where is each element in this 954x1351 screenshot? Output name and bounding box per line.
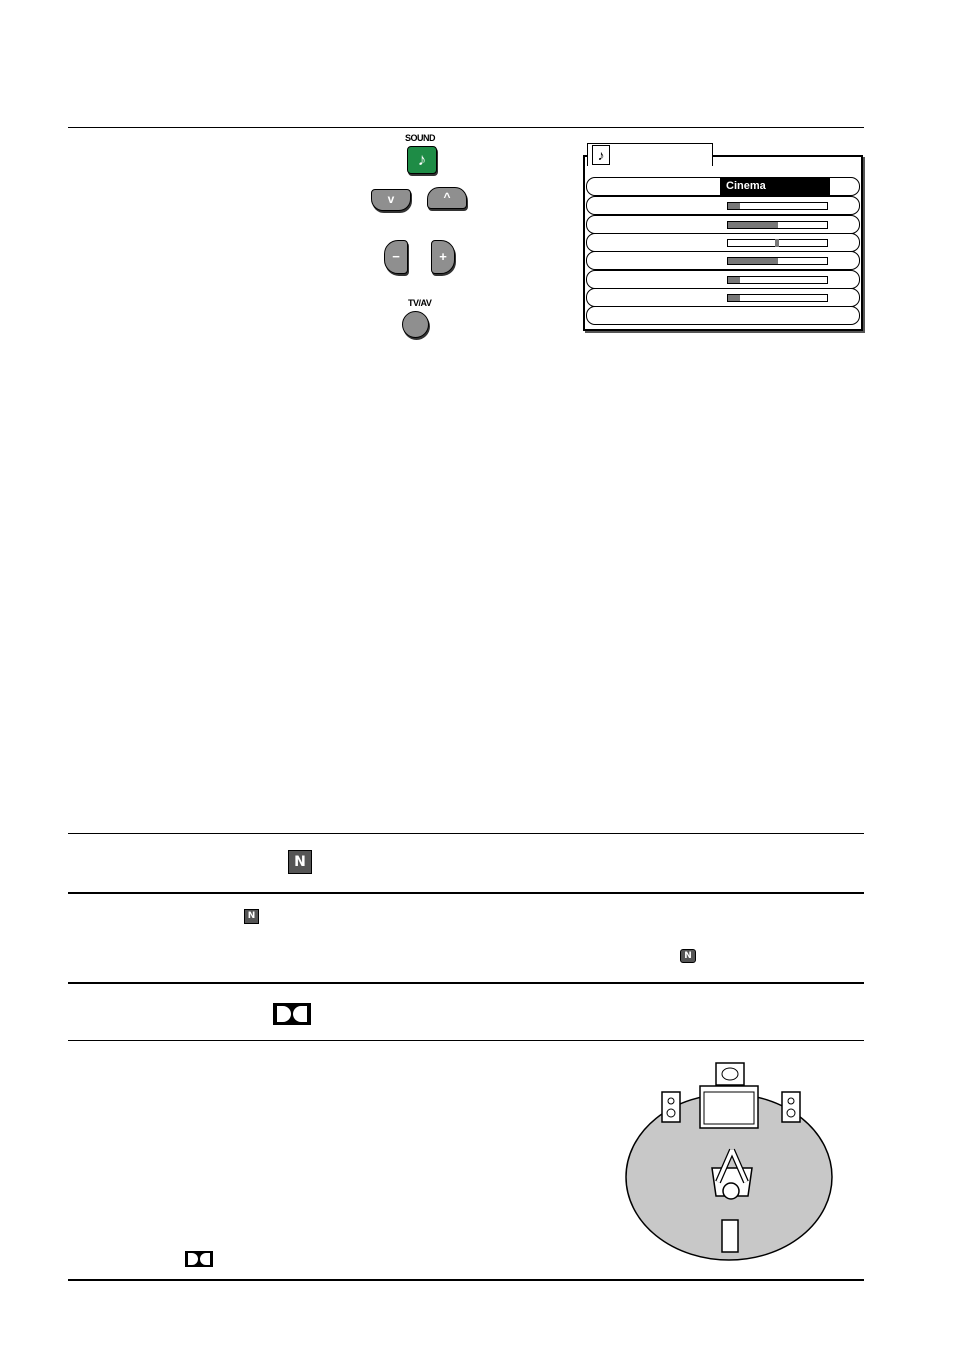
nicam-badge-large: N	[288, 850, 312, 874]
dolby-logo-small	[185, 1251, 213, 1267]
music-note-icon: ♪	[592, 145, 610, 165]
nicam-badge-small: N	[244, 909, 259, 924]
level-fill	[728, 295, 740, 301]
section-rule-bottom	[68, 1279, 864, 1281]
sound-menu-tab	[587, 143, 713, 166]
level-fill	[728, 258, 778, 264]
section-rule-dolby-bottom	[68, 1040, 864, 1041]
minus-icon: −	[392, 249, 400, 264]
menu-row-7[interactable]	[586, 306, 860, 325]
chevron-down-icon: v	[387, 192, 395, 206]
menu-level-bar-1	[727, 202, 828, 210]
nicam-badge-inline: N	[680, 949, 696, 963]
section-rule-nicam-bottom	[68, 892, 864, 894]
section-rule-nicam-top	[68, 833, 864, 834]
tvav-button-label: TV/AV	[408, 298, 432, 308]
plus-button[interactable]	[431, 240, 455, 274]
menu-level-bar-5	[727, 276, 828, 284]
level-fill	[728, 222, 778, 228]
sound-mode-value: Cinema	[720, 178, 830, 195]
menu-level-bar-2	[727, 221, 828, 229]
level-fill	[728, 203, 740, 209]
surround-speaker-diagram	[620, 1058, 838, 1264]
menu-level-bar-4	[727, 257, 828, 265]
plus-icon: +	[439, 249, 447, 264]
menu-level-bar-3	[727, 239, 828, 247]
section-rule-dolby-top	[68, 982, 864, 984]
minus-button[interactable]	[384, 240, 408, 274]
balance-knob	[775, 239, 779, 247]
up-button[interactable]	[427, 187, 467, 209]
chevron-up-icon: ^	[443, 190, 451, 204]
tvav-button[interactable]	[402, 311, 429, 338]
sound-button-label: SOUND	[405, 133, 436, 143]
section-rule-top	[68, 127, 864, 128]
music-note-icon: ♪	[417, 150, 427, 169]
sound-button[interactable]	[407, 146, 437, 174]
level-fill	[728, 277, 740, 283]
dolby-logo-large	[273, 1003, 311, 1025]
down-button[interactable]	[371, 189, 411, 211]
menu-level-bar-6	[727, 294, 828, 302]
